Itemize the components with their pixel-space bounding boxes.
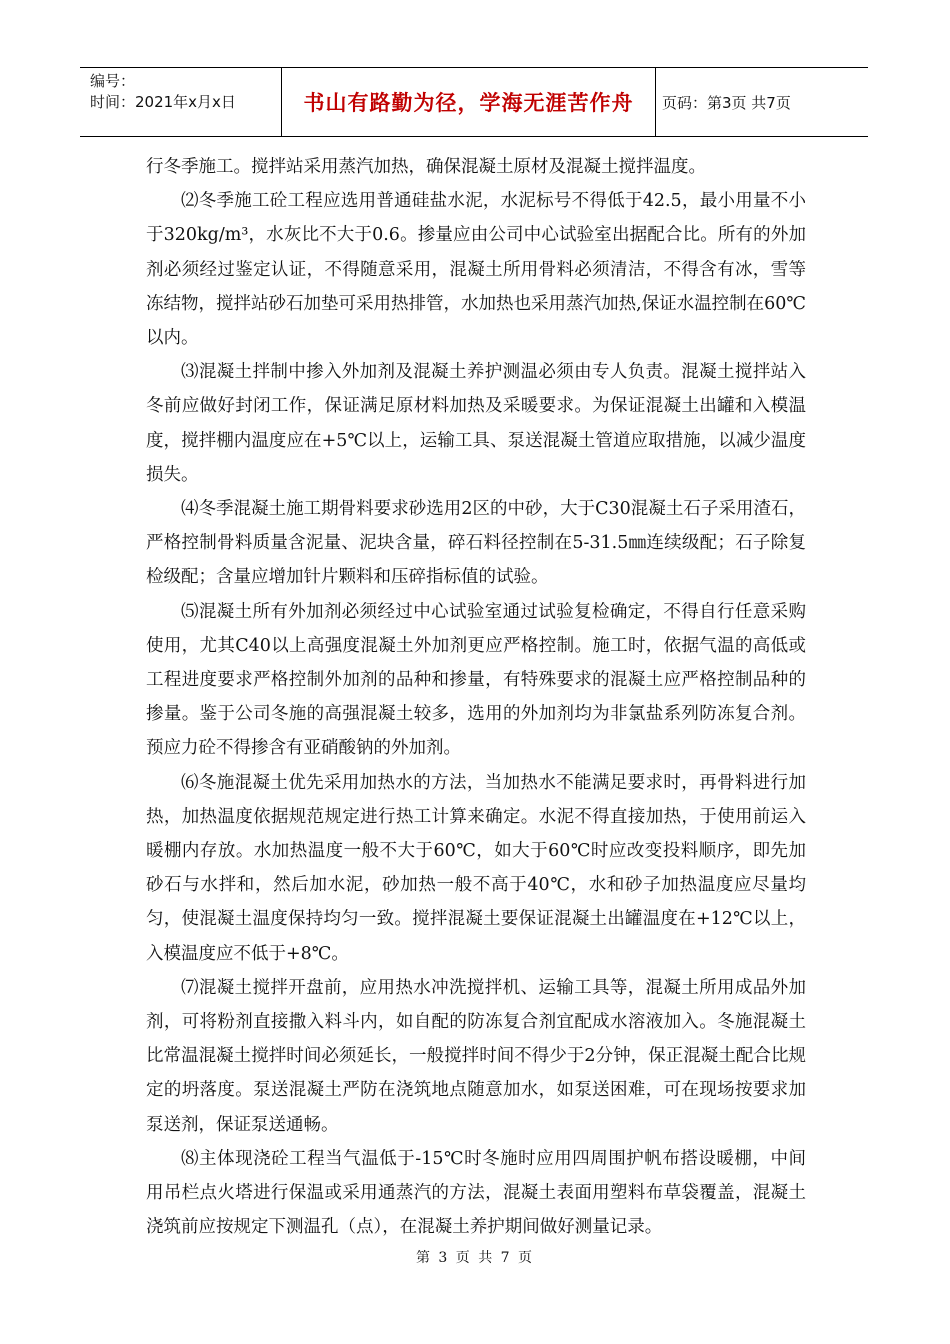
paragraph-continuation: 行冬季施工。搅拌站采用蒸汽加热，确保混凝土原材及混凝土搅拌温度。 xyxy=(146,157,706,177)
paragraph-item-6: ⑹冬施混凝土优先采用加热水的方法，当加热水不能满足要求时，再骨料进行加热，加热温度依据规范规定进行热工计算来确定。水泥不得直接加热，于使用前运入暖棚内存放。水加热温度一般不大于60℃，如大于60℃时应改变投料顺序，即先加砂石与水拌和，然后加水泥，砂加热一般不高于40℃，水和砂子加热温度应尽量均匀，使混凝土温度保持均匀一致。搅拌混凝土要保证混凝土出罐温度在+12℃以上，入模温度应不低于+8℃。 xyxy=(146,772,806,964)
paragraph-item-2: ⑵冬季施工砼工程应选用普通硅盐水泥，水泥标号不得低于42.5，最小用量不小于320kg/m³，水灰比不大于0.6。掺量应由公司中心试验室出据配合比。所有的外加剂必须经过鉴定认证，不得随意采用，混凝土所用骨料必须清洁，不得含有冰，雪等冻结物，搅拌站砂石加垫可采用热排管，水加热也采用蒸汽加热,保证水温控制在60℃以内。 xyxy=(146,191,806,349)
header-page-info: 页码：第3页 共7页 xyxy=(662,93,791,112)
header-motto: 书山有路勤为径，学海无涯苦作舟 xyxy=(282,68,656,136)
paragraph-item-7: ⑺混凝土搅拌开盘前，应用热水冲洗搅拌机、运输工具等，混凝土所用成品外加剂，可将粉剂直接撒入料斗内，如自配的防冻复合剂宜配成水溶液加入。冬施混凝土比常温混凝土搅拌时间必须延长，一般搅拌时间不得少于2分钟，保正混凝土配合比规定的坍落度。泵送混凝土严防在浇筑地点随意加水，如泵送困难，可在现场按要求加泵送剂，保证泵送通畅。 xyxy=(146,977,806,1135)
document-time-label: 时间：2021年x月x日 xyxy=(90,93,236,111)
page-footer: 第 3 页 共 7 页 xyxy=(415,1250,535,1266)
document-number-label: 编号： xyxy=(90,72,136,90)
page-header xyxy=(80,67,868,137)
paragraph-item-8: ⑻主体现浇砼工程当气温低于-15℃时冬施时应用四周围护帆布搭设暖棚，中间用吊栏点火塔进行保温或采用通蒸汽的方法，混凝土表面用塑料布草袋覆盖，混凝土浇筑前应按规定下测温孔（点），在混凝土养护期间做好测量记录。 xyxy=(146,1148,806,1238)
paragraph-item-3: ⑶混凝土拌制中掺入外加剂及混凝土养护测温必须由专人负责。混凝土搅拌站入冬前应做好封闭工作，保证满足原材料加热及采暖要求。为保证混凝土出罐和入模温度，搅拌棚内温度应在+5℃以上，运输工具、泵送混凝土管道应取措施，以减少温度损失。 xyxy=(146,362,806,485)
header-meta-cell xyxy=(80,68,282,136)
paragraph-item-4: ⑷冬季混凝土施工期骨料要求砂选用2区的中砂，大于C30混凝土石子采用渣石，严格控制骨料质量含泥量、泥块含量，碎石料径控制在5-31.5㎜连续级配；石子除复检级配；含量应增加针片颗料和压碎指标值的试验。 xyxy=(146,499,806,588)
paragraph-item-5: ⑸混凝土所有外加剂必须经过中心试验室通过试验复检确定，不得自行任意采购使用，尤其C40以上高强度混凝土外加剂更应严格控制。施工时，依据气温的高低或工程进度要求严格控制外加剂的品种和掺量，有特殊要求的混凝土应严格控制品种的掺量。鉴于公司冬施的高强混凝土较多，选用的外加剂均为非氯盐系列防冻复合剂。预应力砼不得掺含有亚硝酸钠的外加剂。 xyxy=(146,601,806,759)
document-body xyxy=(146,150,806,1245)
